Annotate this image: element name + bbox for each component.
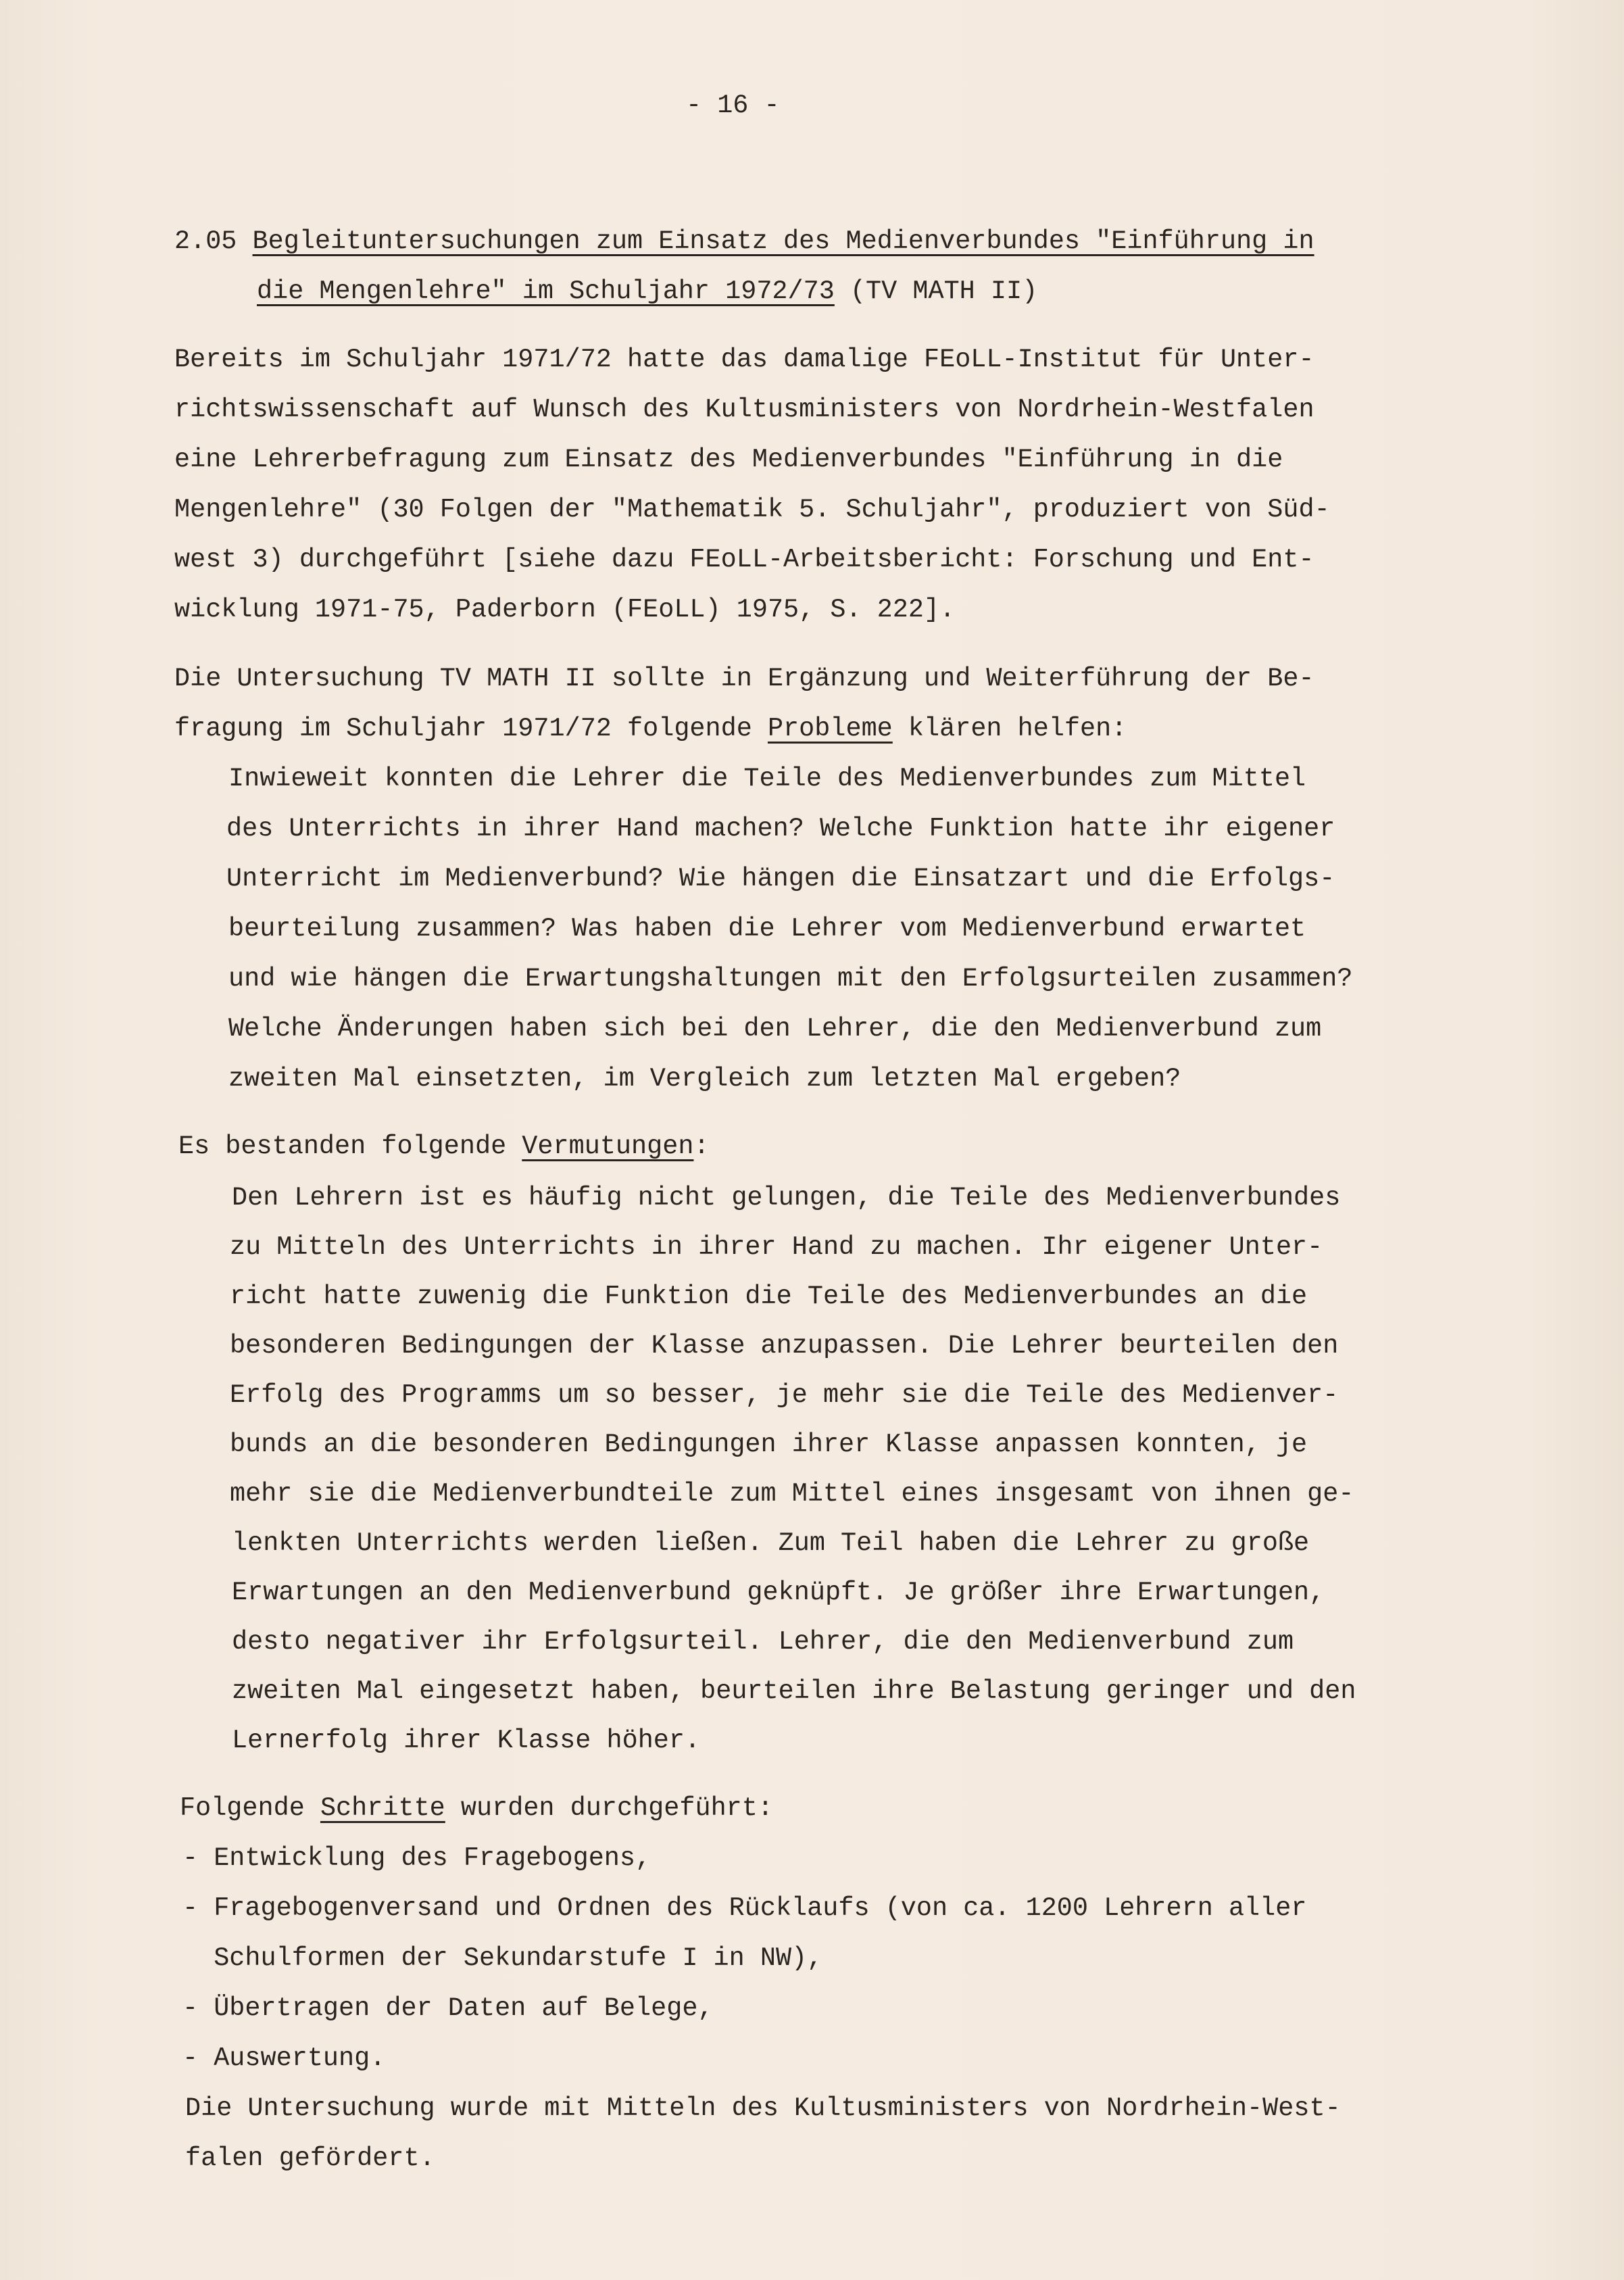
paragraph-2-line bbox=[174, 716, 1127, 742]
paragraph-1-line: west 3) durchgeführt [siehe dazu FEoLL-Arbeitsbericht: Forschung und Ent- bbox=[174, 545, 1314, 575]
section-heading-line-2 bbox=[257, 278, 1037, 305]
steps-heading bbox=[180, 1795, 773, 1822]
assumptions-line: desto negativer ihr Erfolgsurteil. Lehrer, die den Medienverbund zum bbox=[232, 1627, 1294, 1657]
paragraph-1-line: richtswissenschaft auf Wunsch des Kultusministers von Nordrhein-Westfalen bbox=[174, 395, 1314, 425]
assumptions-colon: : bbox=[693, 1132, 710, 1161]
problems-line: und wie hängen die Erwartungshaltungen mit den Erfolgsurteilen zusammen? bbox=[228, 964, 1353, 994]
section-heading-line-1 bbox=[174, 228, 1314, 255]
assumptions-line: besonderen Bedingungen der Klasse anzupassen. Die Lehrer beurteilen den bbox=[230, 1331, 1339, 1361]
paragraph-1-line: Bereits im Schuljahr 1971/72 hatte das damalige FEoLL-Institut für Unter- bbox=[174, 345, 1314, 374]
assumptions-line: mehr sie die Medienverbundteile zum Mittel eines insgesamt von ihnen ge- bbox=[230, 1479, 1354, 1509]
section-title-part-2: die Mengenlehre" im Schuljahr 1972/73 bbox=[257, 276, 835, 306]
section-number: 2.05 bbox=[174, 226, 237, 256]
steps-item: Schulformen der Sekundarstufe I in NW), bbox=[182, 1943, 823, 1973]
problems-line: zweiten Mal einsetzten, im Vergleich zum letzten Mal ergeben? bbox=[228, 1064, 1181, 1094]
section-title-suffix: (TV MATH II) bbox=[850, 276, 1038, 306]
problems-line: des Unterrichts in ihrer Hand machen? Welche Funktion hatte ihr eigener bbox=[226, 814, 1335, 844]
steps-item: - Übertragen der Daten auf Belege, bbox=[182, 1993, 714, 2023]
paragraph-1-line: Mengenlehre" (30 Folgen der "Mathematik 5. Schuljahr", produziert von Süd- bbox=[174, 495, 1330, 525]
assumptions-line: Den Lehrern ist es häufig nicht gelungen, die Teile des Medienverbundes bbox=[232, 1183, 1341, 1213]
assumptions-line: bunds an die besonderen Bedingungen ihrer Klasse anpassen konnten, je bbox=[230, 1430, 1308, 1459]
section-title-part-1: Begleituntersuchungen zum Einsatz des Medienverbundes "Einführung in bbox=[252, 226, 1314, 256]
paragraph-2-line: Die Untersuchung TV MATH II sollte in Ergänzung und Weiterführung der Be- bbox=[174, 664, 1314, 694]
assumptions-line: Lernerfolg ihrer Klasse höher. bbox=[232, 1726, 701, 1755]
paragraph-1-line: wicklung 1971-75, Paderborn (FEoLL) 1975, S. 222]. bbox=[174, 595, 956, 625]
assumptions-line: Erwartungen an den Medienverbund geknüpft. Je größer ihre Erwartungen, bbox=[232, 1578, 1325, 1607]
assumptions-keyword: Vermutungen bbox=[522, 1132, 694, 1161]
problems-line: beurteilung zusammen? Was haben die Lehrer vom Medienverbund erwartet bbox=[228, 914, 1306, 944]
assumptions-intro-text: Es bestanden folgende bbox=[178, 1132, 507, 1161]
assumptions-line: richt hatte zuwenig die Funktion die Teile des Medienverbundes an die bbox=[230, 1282, 1308, 1311]
steps-item: - Auswertung. bbox=[182, 2043, 386, 2073]
problems-intro-text: fragung im Schuljahr 1971/72 folgende bbox=[174, 714, 752, 744]
problems-keyword: Probleme bbox=[767, 714, 893, 744]
assumptions-line: Erfolg des Programms um so besser, je mehr sie die Teile des Medienver- bbox=[230, 1380, 1339, 1410]
problems-line: Welche Änderungen haben sich bei den Lehrer, die den Medienverbund zum bbox=[228, 1014, 1322, 1044]
problems-line: Inwieweit konnten die Lehrer die Teile des Medienverbundes zum Mittel bbox=[228, 764, 1306, 794]
steps-intro-text: Folgende bbox=[180, 1793, 305, 1823]
steps-intro-end: wurden durchgeführt: bbox=[460, 1793, 773, 1823]
problems-line: Unterricht im Medienverbund? Wie hängen die Einsatzart und die Erfolgs- bbox=[226, 864, 1335, 894]
steps-keyword: Schritte bbox=[320, 1793, 445, 1823]
steps-item: - Entwicklung des Fragebogens, bbox=[182, 1843, 651, 1873]
assumptions-line: lenkten Unterrichts werden ließen. Zum Teil haben die Lehrer zu große bbox=[232, 1528, 1310, 1558]
paragraph-1-line: eine Lehrerbefragung zum Einsatz des Medienverbundes "Einführung in die bbox=[174, 445, 1283, 475]
steps-item: - Fragebogenversand und Ordnen des Rücklaufs (von ca. 1200 Lehrern aller bbox=[182, 1893, 1307, 1923]
assumptions-heading bbox=[178, 1134, 710, 1160]
page-number: - 16 - bbox=[686, 91, 780, 120]
funding-line: Die Untersuchung wurde mit Mitteln des Kultusministers von Nordrhein-West- bbox=[185, 2093, 1341, 2123]
problems-intro-end: klären helfen: bbox=[908, 714, 1127, 744]
assumptions-line: zu Mitteln des Unterrichts in ihrer Hand zu machen. Ihr eigener Unter- bbox=[230, 1232, 1323, 1262]
assumptions-line: zweiten Mal eingesetzt haben, beurteilen ihre Belastung geringer und den bbox=[232, 1676, 1356, 1706]
funding-line: falen gefördert. bbox=[185, 2143, 435, 2173]
